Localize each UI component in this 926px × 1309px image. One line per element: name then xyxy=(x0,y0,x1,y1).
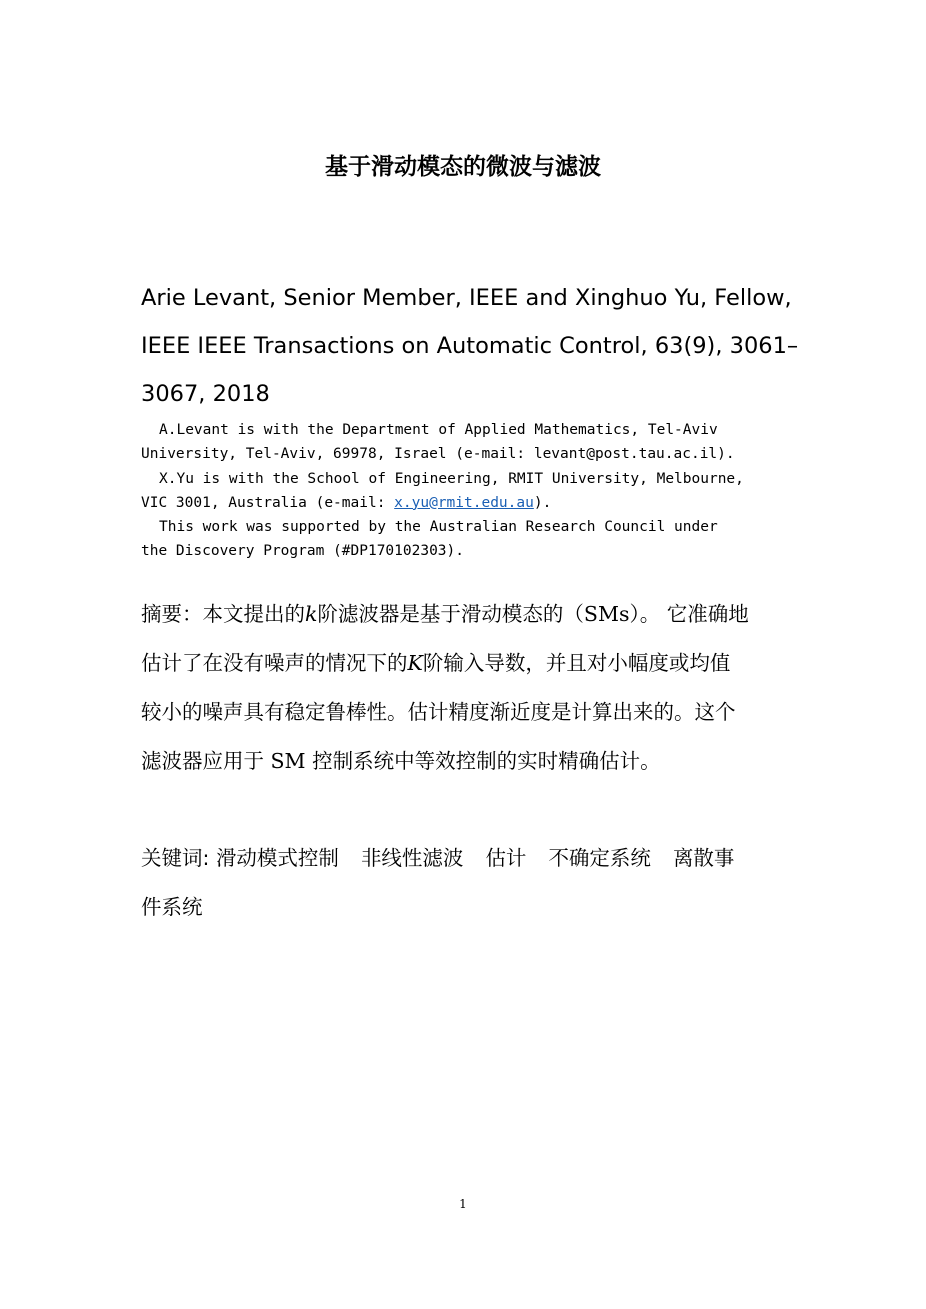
affiliation-levant-line-2: University, Tel-Aviv, 69978, Israel (e-mail: levant@post.tau.ac.il). xyxy=(141,446,735,463)
affiliation-block xyxy=(141,418,801,564)
keywords-block xyxy=(141,834,801,932)
keyword-item: 估计 xyxy=(485,846,527,870)
author-line-2: IEEE IEEE Transactions on Automatic Control, 63(9), 3061– xyxy=(141,333,799,359)
author-line-1: Arie Levant, Senior Member, IEEE and Xinghuo Yu, Fellow, xyxy=(141,285,792,311)
paper-title: 基于滑动模态的微波与滤波 xyxy=(325,154,601,180)
abstract-block xyxy=(141,590,801,786)
author-line-3: 3067, 2018 xyxy=(141,381,270,407)
yu-email-link[interactable]: x.yu@rmit.edu.au xyxy=(394,494,534,511)
keyword-item: 不确定系统 xyxy=(548,846,651,870)
funding-line-1: This work was supported by the Australian Research Council under xyxy=(159,519,718,536)
keywords-line-1 xyxy=(141,834,801,883)
affiliation-yu-suffix: ). xyxy=(533,494,552,511)
affiliation-yu-prefix: VIC 3001, Australia (e-mail: xyxy=(141,494,395,511)
abstract-line-4: 滤波器应用于 SM 控制系统中等效控制的实时精确估计。 xyxy=(141,749,661,773)
abstract-label: 摘要： xyxy=(141,602,203,626)
keyword-item: 非线性滤波 xyxy=(360,846,464,870)
abstract-line-1 xyxy=(141,590,801,639)
affiliation-yu-line-1: X.Yu is with the School of Engineering, RMIT University, Melbourne, xyxy=(159,470,744,487)
page-number: 1 xyxy=(459,1197,467,1211)
keywords-line-2: 件系统 xyxy=(141,895,203,919)
affiliation-yu-line-2 xyxy=(141,491,801,515)
abstract-line-1-text: 本文提出的𝑘阶滤波器是基于滑动模态的（SMs）。 它准确地 xyxy=(202,602,749,626)
abstract-line-2: 估计了在没有噪声的情况下的𝐾阶输入导数，并且对小幅度或均值 xyxy=(141,651,731,675)
author-block xyxy=(141,274,801,418)
keyword-item: 离散事 xyxy=(672,846,735,870)
keywords-label: 关键词: xyxy=(141,846,216,870)
funding-line-2: the Discovery Program (#DP170102303). xyxy=(141,543,465,560)
abstract-line-3: 较小的噪声具有稳定鲁棒性。估计精度渐近度是计算出来的。这个 xyxy=(141,700,736,724)
affiliation-levant-line-1: A.Levant is with the Department of Applied Mathematics, Tel-Aviv xyxy=(159,422,718,438)
keyword-item: 滑动模式控制 xyxy=(215,846,339,870)
